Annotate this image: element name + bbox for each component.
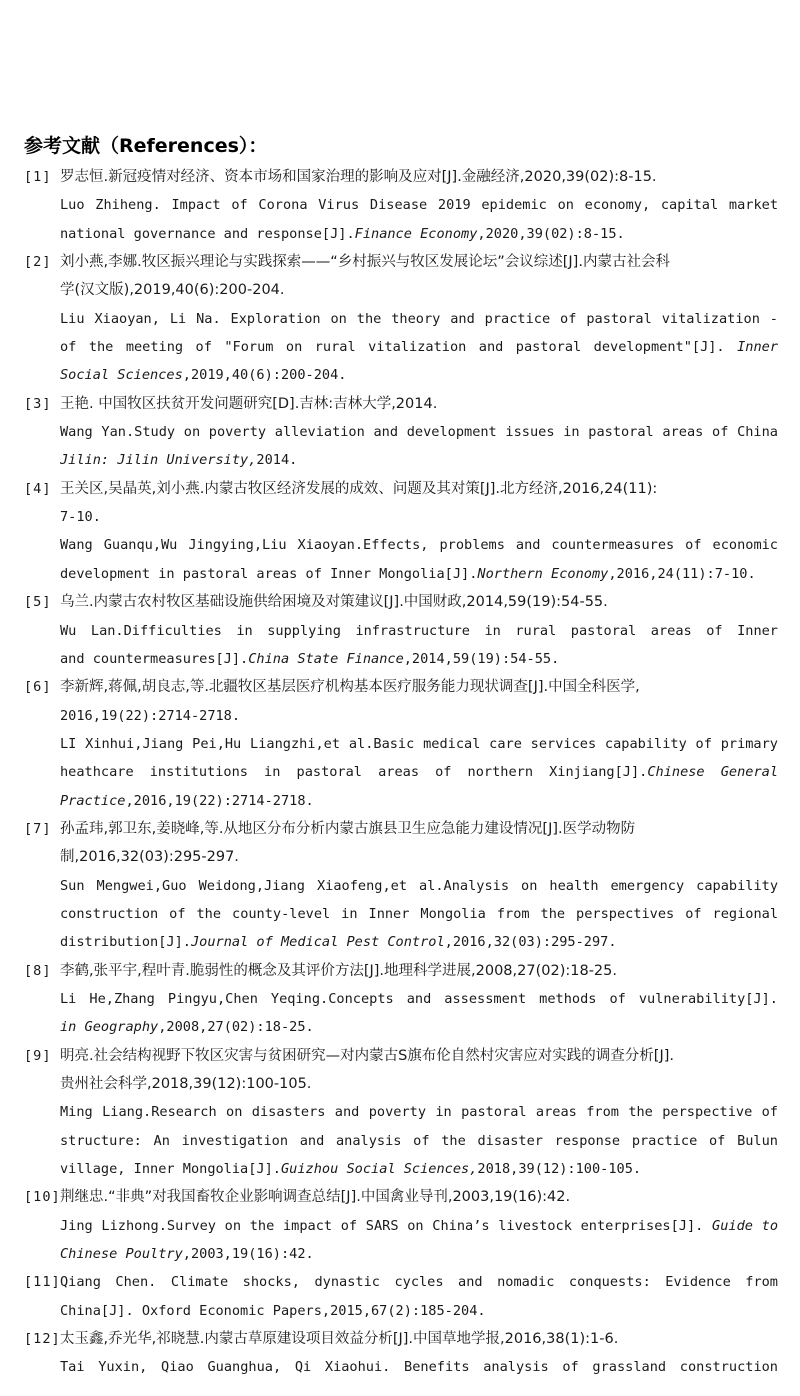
reference-line <box>60 588 778 616</box>
reference-line <box>60 163 778 191</box>
reference-number: [6] <box>24 679 52 696</box>
reference-body <box>60 1268 778 1325</box>
citation-text: 罗志恒.新冠疫情对经济、资本市场和国家治理的影响及应对[J].金融经济,2020,39(02):8-15. <box>60 169 657 185</box>
reference-entry <box>24 1268 778 1325</box>
citation-text: ,2016,19(22):2714-2718. <box>125 792 314 809</box>
citation-text: Tai Yuxin, Qiao Guanghua, Qi Xiaohui. Benefits analysis of grassland construction <box>60 1359 778 1376</box>
citation-text: national governance and response[J]. <box>60 225 355 242</box>
reference-line <box>60 191 778 219</box>
reference-line <box>60 1183 778 1211</box>
journal-title: Practice <box>60 792 126 809</box>
reference-number: [4] <box>24 480 52 497</box>
journal-title: Inner <box>737 339 778 356</box>
reference-line <box>60 361 778 389</box>
reference-entry <box>24 1183 778 1268</box>
reference-line <box>60 220 778 248</box>
journal-title: Guizhou Social Sciences, <box>280 1161 478 1178</box>
citation-text: 李新辉,蒋佩,胡良志,等.北疆牧区基层医疗机构基本医疗服务能力现状调查[J].中国全科医学, <box>60 679 640 696</box>
citation-text: Sun Mengwei,Guo Weidong,Jiang Xiaofeng,et al.Analysis on health emergency capability <box>60 877 778 894</box>
reference-body <box>60 163 778 248</box>
citation-text: 太玉鑫,乔光华,祁晓慧.内蒙古草原建设项目效益分析[J].中国草地学报,2016,38(1):1-6. <box>60 1331 619 1348</box>
reference-body <box>60 1325 778 1382</box>
reference-body <box>60 1042 778 1184</box>
reference-body <box>60 248 778 390</box>
references-heading: 参考文献（References）： <box>24 135 268 157</box>
reference-body <box>60 957 778 1042</box>
reference-line <box>60 1042 778 1070</box>
citation-text: 刘小燕,李娜.牧区振兴理论与实践探索——“乡村振兴与牧区发展论坛”会议综述[J].内蒙古社会科 <box>60 254 670 271</box>
citation-text: 2014. <box>256 452 298 469</box>
citation-text: LI Xinhui,Jiang Pei,Hu Liangzhi,et al.Basic medical care services capability of primary <box>60 735 778 752</box>
reference-body <box>60 390 778 475</box>
reference-line <box>60 815 778 843</box>
reference-line <box>60 1325 778 1353</box>
reference-line <box>60 928 778 956</box>
reference-line <box>60 957 778 985</box>
citation-text: of the meeting of "Forum on rural vitalization and pastoral development"[J]. <box>60 339 738 356</box>
citation-text: 明亮.社会结构视野下牧区灾害与贫困研究—对内蒙古S旗布伦自然村灾害应对实践的调查分析[J]. <box>60 1047 675 1064</box>
reference-line <box>60 730 778 758</box>
citation-text: 学(汉文版),2019,40(6):200-204. <box>60 282 285 299</box>
citation-text: 制,2016,32(03):295-297. <box>60 849 239 866</box>
citation-text: 孙孟玮,郭卫东,姜晓峰,等.从地区分布分析内蒙古旗县卫生应急能力建设情况[J].医学动物防 <box>60 820 636 837</box>
citation-text: 2016,19(22):2714-2718. <box>60 707 241 724</box>
reference-number: [3] <box>24 395 52 412</box>
reference-number: [10] <box>24 1189 61 1206</box>
reference-line <box>60 787 778 815</box>
reference-line <box>60 1013 778 1041</box>
reference-entry <box>24 390 778 475</box>
reference-line <box>60 446 778 474</box>
citation-text: Liu Xiaoyan, Li Na. Exploration on the theory and practice of pastoral vitalization - <box>60 310 778 327</box>
reference-line <box>60 985 778 1013</box>
reference-line <box>60 1297 778 1325</box>
citation-text: Wang Yan.Study on poverty alleviation and development issues in pastoral areas of China <box>60 424 778 441</box>
reference-line <box>60 503 778 531</box>
reference-entry <box>24 1325 778 1382</box>
reference-entry <box>24 957 778 1042</box>
citation-text: ,2020,39(02):8-15. <box>477 225 625 242</box>
journal-title: Chinese General <box>647 764 778 781</box>
reference-entry <box>24 673 778 815</box>
reference-line <box>60 418 778 446</box>
citation-text: Li He,Zhang Pingyu,Chen Yeqing.Concepts and assessment methods of vulnerability[J]. <box>60 990 778 1007</box>
journal-title: in Geography <box>60 1019 159 1036</box>
reference-line <box>60 645 778 673</box>
reference-body <box>60 475 778 588</box>
reference-list <box>24 132 778 1382</box>
citation-text: Qiang Chen. Climate shocks, dynastic cycles and nomadic conquests: Evidence from <box>60 1274 778 1291</box>
reference-line <box>60 390 778 418</box>
reference-body <box>60 588 778 673</box>
reference-line <box>60 872 778 900</box>
reference-entry <box>24 248 778 390</box>
citation-text: development in pastoral areas of Inner Mongolia[J]. <box>60 565 478 582</box>
citation-text: 乌兰.内蒙古农村牧区基础设施供给困境及对策建议[J].中国财政,2014,59(19):54-55. <box>60 594 608 611</box>
reference-line <box>60 1155 778 1183</box>
reference-entry <box>24 588 778 673</box>
citation-text: structure: An investigation and analysis of the disaster response practice of Bulun <box>60 1132 778 1149</box>
citation-text: China[J]. Oxford Economic Papers,2015,67(2):185-204. <box>60 1302 486 1319</box>
reference-line <box>60 702 778 730</box>
reference-number: [9] <box>24 1047 52 1064</box>
reference-line <box>60 1353 778 1381</box>
reference-line <box>60 843 778 871</box>
journal-title: China State Finance <box>248 650 404 667</box>
citation-text: 7-10. <box>60 509 101 526</box>
reference-line <box>60 1240 778 1268</box>
reference-entry <box>24 1042 778 1184</box>
reference-line <box>60 900 778 928</box>
journal-title: Northern Economy <box>477 565 609 582</box>
citation-text: 贵州社会科学,2018,39(12):100-105. <box>60 1076 312 1092</box>
citation-text: ,2008,27(02):18-25. <box>158 1019 314 1036</box>
journal-title: Chinese Poultry <box>60 1246 183 1263</box>
reference-body <box>60 1183 778 1268</box>
citation-text: ,2014,59(19):54-55. <box>403 650 560 667</box>
citation-text: construction of the county-level in Inner Mongolia from the perspectives of regional <box>60 905 778 922</box>
reference-line <box>60 1268 778 1296</box>
journal-title: Jilin: Jilin University, <box>60 452 257 469</box>
reference-number: [2] <box>24 254 52 271</box>
citation-text: Luo Zhiheng. Impact of Corona Virus Disease 2019 epidemic on economy, capital market <box>60 197 778 214</box>
journal-title: Journal of Medical Pest Control <box>190 934 445 951</box>
reference-line <box>60 248 778 276</box>
citation-text: 荆继忠.“非典”对我国畜牧企业影响调查总结[J].中国禽业导刊,2003,19(16):42. <box>60 1189 571 1206</box>
reference-line <box>60 673 778 701</box>
reference-line <box>60 560 778 588</box>
citation-text: Wu Lan.Difficulties in supplying infrastructure in rural pastoral areas of Inner <box>60 622 778 639</box>
reference-number: [1] <box>24 169 52 185</box>
reference-line <box>60 276 778 304</box>
citation-text: ,2016,32(03):295-297. <box>444 934 617 951</box>
reference-entry <box>24 475 778 588</box>
citation-text: 李鹤,张平宇,程叶青.脆弱性的概念及其评价方法[J].地理科学进展,2008,27(02):18-25. <box>60 962 617 979</box>
reference-line <box>60 758 778 786</box>
reference-number: [5] <box>24 594 52 611</box>
reference-line <box>60 333 778 361</box>
citation-text: ,2003,19(16):42. <box>182 1246 314 1263</box>
citation-text: Jing Lizhong.Survey on the impact of SARS on China’s livestock enterprises[J]. <box>60 1217 713 1234</box>
reference-line <box>60 1127 778 1155</box>
citation-text: and countermeasures[J]. <box>60 650 249 667</box>
reference-line <box>60 617 778 645</box>
citation-text: heathcare institutions in pastoral areas of northern Xinjiang[J]. <box>60 764 648 781</box>
reference-entry <box>24 163 778 248</box>
citation-text: 2018,39(12):100-105. <box>477 1161 642 1178</box>
reference-line <box>60 531 778 559</box>
reference-number: [8] <box>24 962 52 979</box>
journal-title: Social Sciences <box>60 367 183 384</box>
reference-line <box>60 1098 778 1126</box>
reference-line <box>60 1070 778 1098</box>
citation-text: 王关区,吴晶英,刘小燕.内蒙古牧区经济发展的成效、问题及其对策[J].北方经济,2016,24(11): <box>60 480 658 497</box>
reference-body <box>60 815 778 957</box>
citation-text: village, Inner Mongolia[J]. <box>60 1161 281 1178</box>
citation-text: ,2016,24(11):7-10. <box>608 565 756 582</box>
journal-title: Finance Economy <box>354 225 478 242</box>
reference-number: [7] <box>24 820 52 837</box>
reference-line <box>60 1212 778 1240</box>
reference-number: [12] <box>24 1331 61 1348</box>
citation-text: distribution[J]. <box>60 934 191 951</box>
journal-title: Guide to <box>712 1217 778 1234</box>
citation-text: ,2019,40(6):200-204. <box>182 367 347 384</box>
reference-entry <box>24 815 778 957</box>
citation-text: 王艳. 中国牧区扶贫开发问题研究[D].吉林:吉林大学,2014. <box>60 395 438 412</box>
reference-line <box>60 475 778 503</box>
reference-body <box>60 673 778 815</box>
citation-text: Ming Liang.Research on disasters and poverty in pastoral areas from the perspective of <box>60 1104 778 1121</box>
reference-line <box>60 305 778 333</box>
reference-number: [11] <box>24 1274 61 1291</box>
citation-text: Wang Guanqu,Wu Jingying,Liu Xiaoyan.Effects, problems and countermeasures of economic <box>60 537 778 554</box>
